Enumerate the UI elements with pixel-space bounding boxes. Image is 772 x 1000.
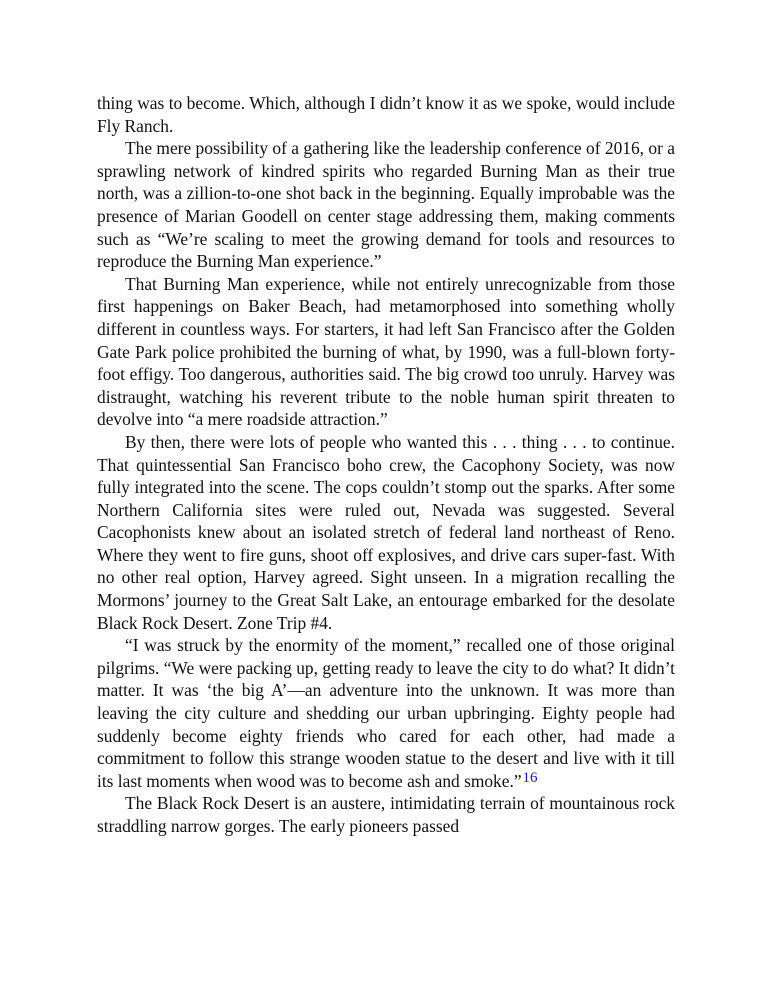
paragraph-1 bbox=[97, 92, 675, 137]
paragraph-text: thing was to become. Which, although I didn’t know it as we spoke, would include Fly Ranch. bbox=[97, 93, 675, 136]
paragraph-text: That Burning Man experience, while not entirely unrecognizable from those first happenings on Baker Beach, had metamorphosed into something wholly different in countless ways. For starters, it had left San Francisco after the Golden Gate Park police prohibited the burning of what, by 1990, was a full-blown forty-foot effigy. Too dangerous, authorities said. The big crowd too unruly. Harvey was distraught, watching his reverent tribute to the noble human spirit threaten to devolve into “a mere roadside attraction.” bbox=[97, 273, 675, 430]
footnote-reference-link[interactable]: 16 bbox=[522, 769, 538, 786]
paragraph-6 bbox=[97, 792, 675, 837]
paragraph-text: The Black Rock Desert is an austere, intimidating terrain of mountainous rock straddling narrow gorges. The early pioneers passed bbox=[97, 793, 675, 836]
paragraph-text: By then, there were lots of people who wanted this . . . thing . . . to continue. That quintessential San Francisco boho crew, the Cacophony Society, was now fully integrated into the scene. The cops couldn’t stomp out the sparks. After some Northern California sites were ruled out, Nevada was suggested. Several Cacophonists knew about an isolated stretch of federal land northeast of Reno. Where they went to fire guns, shoot off explosives, and drive cars super-fast. With no other real option, Harvey agreed. Sight unseen. In a migration recalling the Mormons’ journey to the Great Salt Lake, an entourage embarked for the desolate Black Rock Desert. Zone Trip #4. bbox=[97, 431, 675, 633]
paragraph-5 bbox=[97, 634, 675, 792]
paragraph-3 bbox=[97, 273, 675, 431]
paragraph-2 bbox=[97, 137, 675, 273]
paragraph-4 bbox=[97, 431, 675, 634]
paragraph-text: “I was struck by the enormity of the moment,” recalled one of those original pilgrims. “We were packing up, getting ready to leave the city to do what? It didn’t matter. It was ‘the big A’—an adventure into the unknown. It was more than leaving the city culture and shedding our urban upbringing. Eighty people had suddenly become eighty friends who cared for each other, had made a commitment to follow this strange wooden statue to the desert and live with it till its last moments when wood was to become ash and smoke.” bbox=[97, 635, 675, 791]
paragraph-text: The mere possibility of a gathering like the leadership conference of 2016, or a sprawling network of kindred spirits who regarded Burning Man as their true north, was a zillion-to-one shot back in the beginning. Equally improbable was the presence of Marian Goodell on center stage addressing them, making comments such as “We’re scaling to meet the growing demand for tools and resources to reproduce the Burning Man experience.” bbox=[97, 138, 675, 272]
page-body bbox=[97, 92, 675, 838]
